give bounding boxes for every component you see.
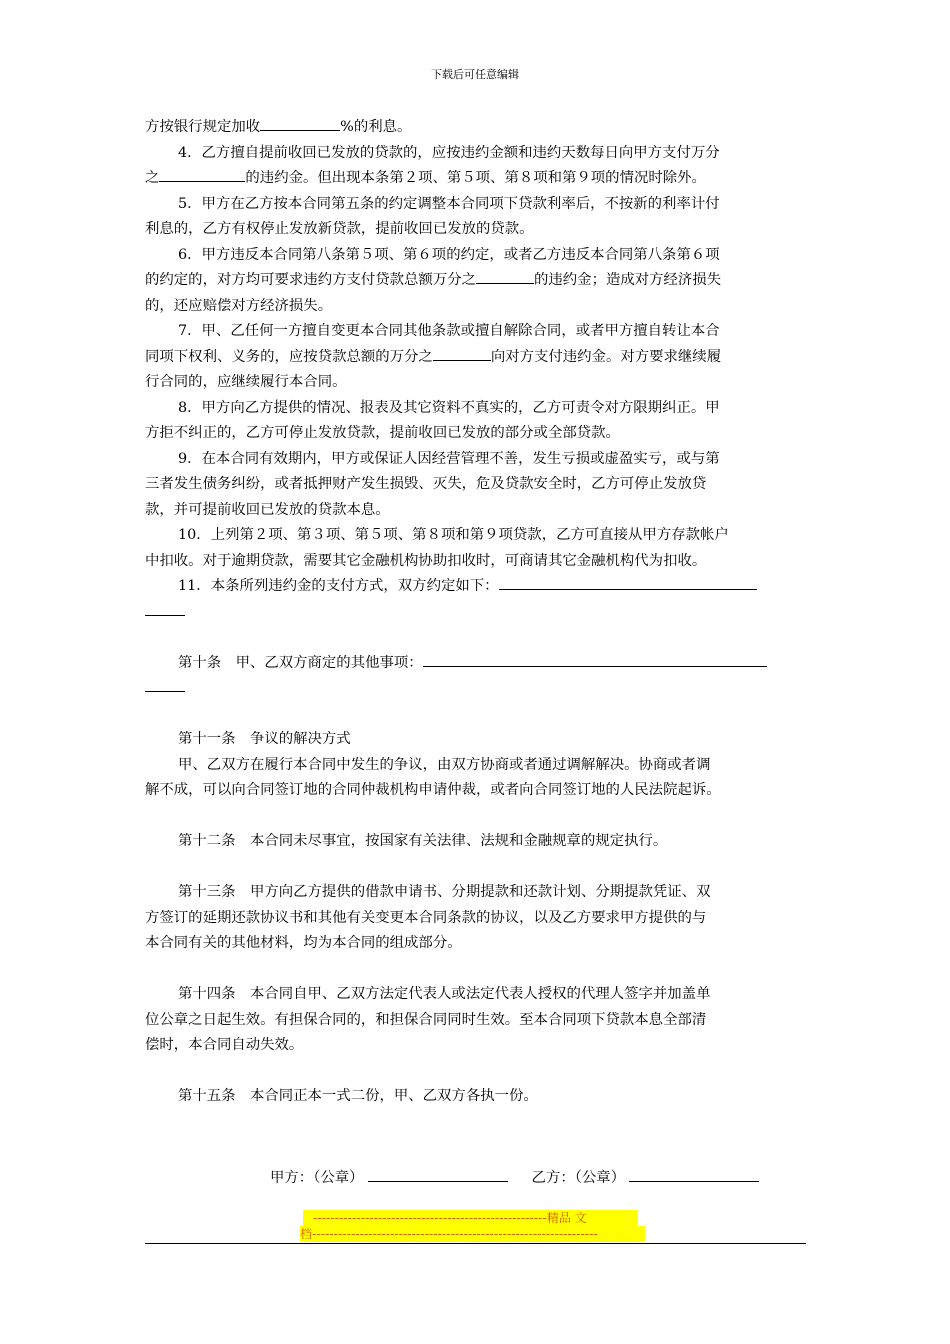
- text: %的利息。: [340, 119, 412, 135]
- paragraph-line: 款，并可提前收回已发放的贷款本息。: [145, 501, 390, 518]
- article-15: 第十五条 本合同正本一式二份，甲、乙双方各执一份。: [178, 1088, 538, 1104]
- article-10: [145, 651, 805, 677]
- text: 的约定的，对方均可要求违约方支付贷款总额万分之: [145, 272, 476, 288]
- paragraph-line: 利息的，乙方有权停止发放新贷款，提前收回已发放的贷款。: [145, 221, 534, 237]
- text: 的违约金。但出现本条第２项、第５项、第８项和第９项的情况时除外。: [245, 170, 706, 186]
- paragraph-line: 偿时，本合同自动失效。: [145, 1037, 304, 1053]
- footer-line-1: ------------------------------------------------------精品 文: [303, 1210, 638, 1226]
- paragraph-line: 中扣收。对于逾期贷款，需要其它金融机构协助扣收时，可商请其它金融机构代为扣收。: [145, 552, 707, 569]
- article-14: 第十四条 本合同自甲、乙双方法定代表人或法定代表人授权的代理人签字并加盖单: [178, 986, 711, 1002]
- paragraph-line: [145, 345, 805, 371]
- blank-underline: [145, 677, 185, 692]
- contract-body: [145, 115, 805, 1110]
- clause-10: 10．上列第２项、第３项、第５项、第８项和第９项贷款，乙方可直接从甲方存款帐户: [178, 527, 729, 543]
- clause-6: 6．甲方违反本合同第八条第５项、第６项的约定，或者乙方违反本合同第八条第６项: [178, 246, 720, 263]
- paragraph-line: 的，还应赔偿对方经济损失。: [145, 297, 333, 314]
- clause-4: 4．乙方擅自提前收回已发放的贷款的，应按违约金额和违约天数每日向甲方支付万分: [178, 144, 720, 161]
- paragraph-line: 本合同有关的其他材料，均为本合同的组成部分。: [145, 935, 462, 951]
- paragraph-line: [145, 600, 805, 626]
- party-a-label: 甲方：（公章）: [270, 1170, 364, 1186]
- article-11-title: 第十一条 争议的解决方式: [178, 731, 351, 747]
- paragraph-line: 方拒不纠正的，乙方可停止发放贷款，提前收回已发放的部分或全部贷款。: [145, 425, 620, 441]
- paragraph-line: [145, 676, 805, 702]
- text: 第十条 甲、乙双方商定的其他事项：: [178, 654, 423, 671]
- blank-underline: [476, 269, 534, 284]
- text: 之: [145, 170, 160, 186]
- paragraph-line: 方签订的延期还款协议书和其他有关变更本合同条款的协议，以及乙方要求甲方提供的与: [145, 909, 707, 926]
- paragraph-line: 三者发生债务纠纷，或者抵押财产发生损毁、灭失，危及贷款安全时，乙方可停止发放贷: [145, 476, 707, 492]
- clause-7: 7．甲、乙任何一方擅自变更本合同其他条款或擅自解除合同，或者甲方擅自转让本合: [178, 323, 720, 339]
- text: 方按银行规定加收: [145, 119, 261, 135]
- footer-line-2: 档------------------------------------------------------------------: [300, 1226, 645, 1242]
- blank-underline: [433, 346, 491, 361]
- clause-5: 5．甲方在乙方按本合同第五条的约定调整本合同项下贷款利率后，不按新的利率计付: [178, 195, 720, 212]
- spacer: [145, 1059, 805, 1085]
- footer-divider: [145, 1243, 806, 1244]
- spacer: [145, 855, 805, 881]
- party-a-seal-blank: [368, 1167, 508, 1182]
- paragraph-line: 位公章之日起生效。有担保合同的，和担保合同同时生效。至本合同项下贷款本息全部清: [145, 1011, 707, 1028]
- article-12: 第十二条 本合同未尽事宜，按国家有关法律、法规和金融规章的规定执行。: [178, 833, 668, 849]
- text: 向对方支付违约金。对方要求继续履: [490, 348, 722, 365]
- footer-watermark: [300, 1210, 648, 1242]
- article-11: 甲、乙双方在履行本合同中发生的争议，由双方协商或者通过调解解决。协商或者调: [178, 756, 711, 773]
- text: 的违约金；造成对方经济损失: [534, 272, 722, 288]
- blank-underline: [260, 116, 340, 131]
- blank-underline: [159, 167, 245, 182]
- spacer: [145, 702, 805, 728]
- paragraph-line: [145, 268, 805, 294]
- clause-9: 9．在本合同有效期内，甲方或保证人因经营管理不善，发生亏损或虚盈实亏，或与第: [178, 450, 720, 467]
- blank-underline: [499, 575, 757, 590]
- clause-11: [145, 574, 805, 600]
- spacer: [145, 957, 805, 983]
- paragraph-line: [145, 115, 805, 141]
- page-header: 下载后可任意编辑: [431, 68, 519, 81]
- blank-underline: [145, 601, 185, 616]
- blank-underline: [423, 652, 767, 667]
- text: 同项下权利、义务的，应按贷款总额的万分之: [145, 348, 433, 365]
- paragraph-line: [145, 166, 805, 192]
- article-13: 第十三条 甲方向乙方提供的借款申请书、分期提款和还款计划、分期提款凭证、双: [178, 884, 711, 900]
- party-b-seal-blank: [629, 1167, 759, 1182]
- clause-8: 8．甲方向乙方提供的情况、报表及其它资料不真实的，乙方可责令对方限期纠正。甲: [178, 399, 720, 416]
- paragraph-line: 解不成，可以向合同签订地的合同仲裁机构申请仲裁，或者向合同签订地的人民法院起诉。: [145, 782, 721, 798]
- text: 11．本条所列违约金的支付方式，双方约定如下：: [178, 578, 499, 594]
- spacer: [145, 625, 805, 651]
- paragraph-line: 行合同的，应继续履行本合同。: [145, 374, 347, 390]
- spacer: [145, 804, 805, 830]
- party-b-label: 乙方：（公章）: [531, 1170, 626, 1186]
- signature-line: [270, 1166, 759, 1187]
